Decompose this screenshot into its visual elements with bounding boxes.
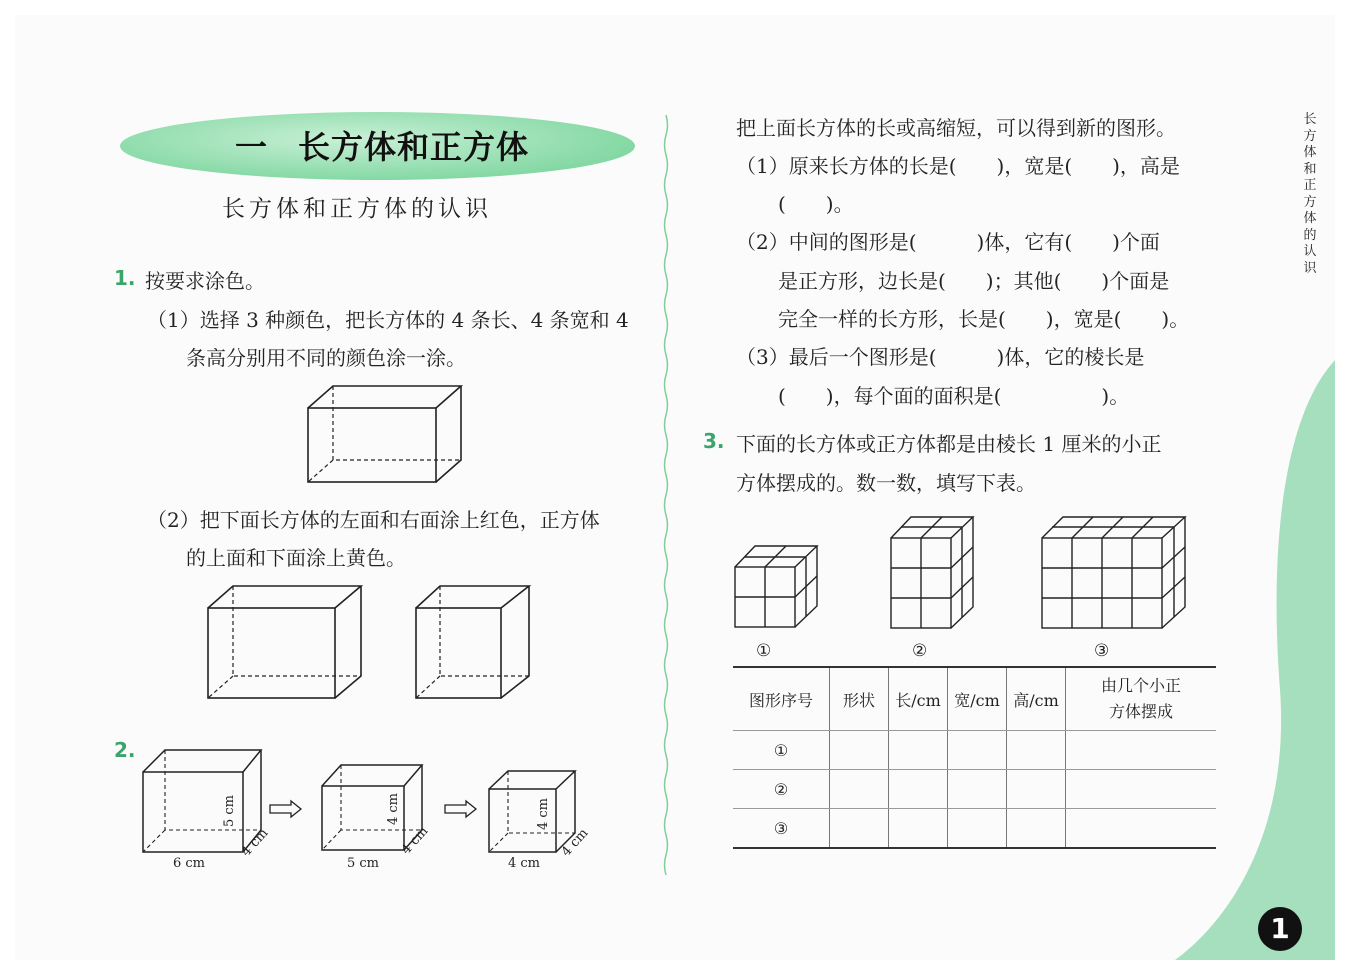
page-number-badge: 1	[1258, 907, 1302, 951]
section-subtitle: 长方体和正方体的认识	[222, 196, 492, 222]
answer-cell[interactable]	[1066, 731, 1217, 770]
q2-fig1-height: 5 cm	[222, 794, 237, 827]
q2-fig1-length: 6 cm	[173, 856, 206, 871]
q1-sub2-line2: 的上面和下面涂上黄色。	[186, 546, 406, 570]
table-row-label: ③	[733, 809, 830, 849]
q2-fig3-height: 4 cm	[536, 797, 551, 830]
chapter-number: 一	[235, 128, 269, 166]
q2-fig2-width: 4 cm	[398, 823, 432, 858]
q3-shape-label-1: ①	[756, 641, 772, 661]
q1-cuboid-and-cube-figure	[200, 582, 540, 706]
chapter-title	[235, 122, 529, 168]
answer-cell[interactable]	[948, 809, 1007, 849]
answer-cell[interactable]	[830, 809, 889, 849]
q2-arrow-1	[270, 801, 301, 817]
answer-cell[interactable]	[1007, 770, 1066, 809]
q3-line1: 下面的长方体或正方体都是由棱长 1 厘米的小正	[736, 432, 1162, 456]
table-header-cell: 高/cm	[1007, 667, 1066, 731]
q2-fig2-height: 4 cm	[386, 792, 401, 825]
q1-text: 按要求涂色。	[145, 269, 265, 293]
q2-p3-line1: （3）最后一个图形是( )体，它的棱长是	[736, 345, 1145, 369]
q2-fig1-width: 4 cm	[238, 825, 272, 860]
q3-line2: 方体摆成的。数一数，填写下表。	[736, 471, 1036, 495]
chapter-title-text: 长方体和正方体	[298, 128, 530, 166]
q2-fig3-width: 4 cm	[558, 825, 592, 860]
answer-cell[interactable]	[1066, 809, 1217, 849]
table-header-cell: 宽/cm	[948, 667, 1007, 731]
answer-cell[interactable]	[830, 770, 889, 809]
side-section-label: 长方体和正方体的认识	[1303, 112, 1317, 276]
q2-number: 2.	[114, 738, 136, 762]
answer-cell[interactable]	[948, 731, 1007, 770]
q2-arrow-2	[445, 801, 476, 817]
page-fold-line	[663, 115, 669, 875]
q2-shrinking-figures	[135, 745, 605, 875]
table-row	[733, 770, 1216, 809]
q2-p2-line3: 完全一样的长方形，长是( )，宽是( )。	[778, 307, 1190, 331]
q1-sub1-line1: （1）选择 3 种颜色，把长方体的 4 条长、4 条宽和 4	[147, 308, 629, 332]
q3-shape-label-3: ③	[1094, 641, 1110, 661]
q2-fig2-length: 5 cm	[347, 856, 380, 871]
answer-cell[interactable]	[889, 809, 948, 849]
table-header-row	[733, 667, 1216, 731]
q2-p1-line2: ( )。	[778, 192, 854, 216]
answer-cell[interactable]	[889, 731, 948, 770]
q2-fig3-length: 4 cm	[508, 856, 541, 871]
q2-p3-line2: ( )，每个面的面积是( )。	[778, 384, 1130, 408]
answer-cell[interactable]	[1007, 731, 1066, 770]
answer-cell[interactable]	[948, 770, 1007, 809]
q1-number: 1.	[114, 266, 136, 290]
table-header-cell: 形状	[830, 667, 889, 731]
q1-sub1-line2: 条高分别用不同的颜色涂一涂。	[186, 346, 466, 370]
q3-cube-figures	[728, 512, 1198, 662]
table-header-cell: 由几个小正方体摆成	[1066, 667, 1217, 731]
q2-p1-line1: （1）原来长方体的长是( )，宽是( )，高是	[736, 154, 1180, 178]
answer-cell[interactable]	[889, 770, 948, 809]
answer-cell[interactable]	[1007, 809, 1066, 849]
answer-cell[interactable]	[830, 731, 889, 770]
table-row-label: ①	[733, 731, 830, 770]
q2-p2-line2: 是正方形，边长是( )；其他( )个面是	[778, 269, 1170, 293]
answer-cell[interactable]	[1066, 770, 1217, 809]
table-row	[733, 809, 1216, 849]
q2-intro: 把上面长方体的长或高缩短，可以得到新的图形。	[736, 116, 1176, 140]
q2-p2-line1: （2）中间的图形是( )体，它有( )个面	[736, 230, 1160, 254]
q1-sub2-line1: （2）把下面长方体的左面和右面涂上红色，正方体	[147, 508, 600, 532]
table-header-cell: 图形序号	[733, 667, 830, 731]
q3-shape-label-2: ②	[912, 641, 928, 661]
q3-answer-table	[733, 666, 1216, 849]
table-header-cell: 长/cm	[889, 667, 948, 731]
q1-cuboid-figure	[300, 380, 470, 490]
table-row-label: ②	[733, 770, 830, 809]
table-row	[733, 731, 1216, 770]
q3-number: 3.	[703, 429, 725, 453]
